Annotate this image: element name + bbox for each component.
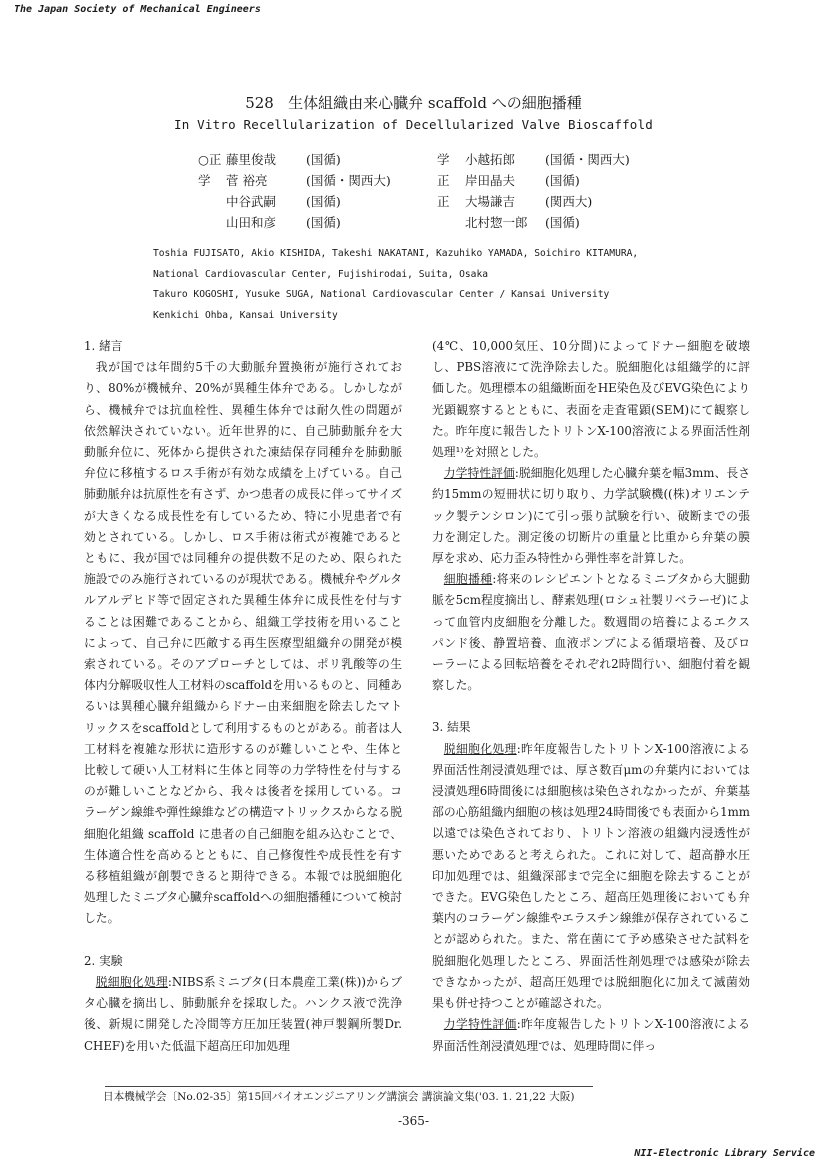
- member-mark: 学: [198, 173, 211, 188]
- affiliation-line: National Cardiovascular Center, Fujishirodai, Suita, Osaka: [153, 268, 489, 280]
- author-row: [198, 170, 391, 191]
- member-mark: 学: [437, 152, 450, 167]
- result-paragraph: [432, 739, 750, 1015]
- method-paragraph: [432, 569, 750, 696]
- footer-divider: [105, 1086, 593, 1087]
- result-paragraph: [432, 1014, 750, 1056]
- author-affil: (国循・関西大): [545, 152, 630, 167]
- member-mark: ○正: [198, 152, 222, 167]
- author-row: [437, 149, 630, 170]
- author-affil: (国循): [306, 152, 341, 167]
- affiliation-line: Takuro KOGOSHI, Yusuke SUGA, National Cardiovascular Center / Kansai University: [153, 289, 610, 300]
- paper-title-jp: [0, 92, 827, 113]
- member-mark: [198, 191, 226, 212]
- author-name: 小越拓郎: [465, 152, 516, 167]
- member-mark: [437, 212, 465, 233]
- subheading: 力学特性評価: [443, 466, 515, 481]
- author-row: [437, 170, 630, 191]
- page-number: -365-: [397, 1114, 429, 1128]
- author-name: 山田和彦: [226, 215, 277, 230]
- paper-title-en: In Vitro Recellularization of Decellularized Valve Bioscaffold: [174, 117, 653, 132]
- author-row: [437, 212, 630, 233]
- left-column: [84, 336, 402, 1057]
- subheading: 脱細胞化処理: [443, 741, 517, 756]
- author-name: 岸田晶夫: [465, 173, 516, 188]
- intro-paragraph: 我が国では年間約5千の大動脈弁置換術が施行されており、80%が機械弁、20%が異種生体弁である。しかしながら、機械弁では抗血栓性、異種生体弁では耐久性の問題が依然解決されていない。近年世界的に、自己肺動脈弁を大動脈弁位に、死体から提供された凍結保存同種弁を肺動脈弁位に移植するロス手術が有効な成績を上げている。自己肺動脈弁は抗原性を有さず、かつ患者の成長に伴ってサイズが大きくなる成長性を有しているため、特に小児患者で有効とされている。しかし、ロス手術は術式が複雑であるとともに、我が国では同種弁の提供数不足のため、限られた施設でのみ施行されているのが現状である。機械弁やグルタルアルデヒド等で固定された異種生体弁に成長性を付与することは困難であることから、組織工学技術を用いることによって、自己弁に匹敵する再生医療型組織弁の開発が模索されている。そのアプローチとしては、ポリ乳酸等の生体内分解吸収性人工材料のscaffoldを用いるものと、同種あるいは異種心臓弁組織からドナー由来細胞を除去したマトリックスをscaffoldとして利用するものとがある。前者は人工材料を複雑な形状に造形するのが難しいことや、生体と比較して硬い人工材料に生体と同等の力学特性を付与するのが難しいことなどから、我々は後者を採用している。コラーゲン線維や弾性線維などの構造マトリックスからなる脱細胞化組織 scaffold に患者の自己細胞を組み込むことで、生体適合性を高めるとともに、自己修復性や成長性を有する移植組織が創製できると期待できる。本報では脱細胞化処理したミニブタ心臓弁scaffoldへの細胞播種について検討した。: [84, 360, 402, 926]
- right-column: [432, 336, 750, 1057]
- title-jp-text: 生体組織由来心臓弁 scaffold への細胞播種: [288, 94, 582, 112]
- member-mark: 正: [437, 173, 450, 188]
- section-heading: 1. 緒言: [84, 339, 123, 353]
- section-heading: 3. 結果: [432, 720, 471, 735]
- affiliation-line: Kenkichi Ohba, Kansai University: [153, 309, 338, 321]
- author-affil: (国循): [306, 194, 341, 209]
- subheading: 力学特性評価: [443, 1017, 517, 1032]
- paragraph-text: :NIBS系ミニブタ(日本農産工業(株))からブタ心臓を摘出し、肺動脈弁を採取した。ハンクス液で洗浄後、新規に開発した冷間等方圧加圧装置(神戸製鋼所製Dr. CHEF)を用いた低温下超高圧印加処理: [84, 974, 402, 1053]
- section-heading: 2. 実験: [84, 953, 123, 968]
- authors-right: [437, 149, 630, 233]
- author-row: [198, 191, 391, 212]
- authors-left: [198, 149, 391, 233]
- method-paragraph: [84, 972, 402, 1057]
- paragraph-text: :脱細胞化処理した心臓弁葉を幅3mm、長さ約15mmの短冊状に切り取り、力学試験機((株)オリエンテック製テンシロン)にて引っ張り試験を行い、破断までの張力を測定した。測定後の切断片の重量と比重から弁葉の膜厚を求め、応力歪み特性から弾性率を計算した。: [432, 466, 750, 566]
- paragraph-text: :昨年度報告したトリトンX-100溶液による界面活性剤浸漬処理では、厚さ数百μmの弁葉内においては浸漬処理6時間後には細胞核は染色されなかったが、弁葉基部の心筋組織内細胞の核は処理24時間後でも表面から1mm以遠では染色されており、トリトン溶液の組織内浸透性が悪いためであると考えられた。これに対して、超高静水圧印加処理では、組織深部まで完全に細胞を除去することができた。EVG染色したところ、超高圧処理後においても弁葉内のコラーゲン線維やエラスチン線維が保存されていることが認められた。また、常在菌にて予め感染させた試料を脱細胞化処理したところ、界面活性剤処理では感染が除去できなかったが、超高圧処理では脱細胞化に加えて滅菌効果も併せ持つことが確認された。: [432, 741, 750, 1011]
- author-row: [437, 191, 630, 212]
- author-affil: (国循): [545, 173, 580, 188]
- author-row: [198, 149, 391, 170]
- library-service-label: NII-Electronic Library Service: [634, 1148, 815, 1159]
- affiliation-block: [153, 244, 638, 326]
- paragraph-text: :将来のレシピエントとなるミニブタから大腿動脈を5cm程度摘出し、酵素処理(ロシュ社製リベラーゼ)によって血管内皮細胞を分離した。数週間の培養によるエクスパンド後、静置培養、血液ポンプによる循環培養、及びローラーによる回転培養をそれぞれ2時間行い、細胞付着を観察した。: [432, 572, 750, 693]
- member-mark: [198, 212, 226, 233]
- paper-number: 528: [245, 94, 274, 112]
- method-paragraph: [432, 463, 750, 569]
- subheading: 脱細胞化処理: [95, 974, 168, 989]
- author-name: 中谷武嗣: [226, 194, 277, 209]
- author-name: 北村惣一郎: [465, 215, 528, 230]
- author-row: [198, 212, 391, 233]
- paragraph-text: :昨年度報告したトリトンX-100溶液による界面活性剤浸漬処理では、処理時間に伴っ: [432, 1017, 750, 1053]
- affiliation-line: Toshia FUJISATO, Akio KISHIDA, Takeshi NAKATANI, Kazuhiko YAMADA, Soichiro KITAMURA,: [153, 248, 639, 259]
- author-affil: (国循): [306, 215, 341, 230]
- society-header: The Japan Society of Mechanical Engineers: [14, 4, 261, 15]
- author-affil: (国循): [545, 215, 580, 230]
- author-affil: (国循・関西大): [306, 173, 391, 188]
- method-paragraph: (4℃、10,000気圧、10分間)によってドナー細胞を破壊し、PBS溶液にて洗浄除去した。脱細胞化は組織学的に評価した。処理標本の組織断面をHE染色及びEVG染色により光顕観察するとともに、表面を走査電顕(SEM)にて観察した。昨年度に報告したトリトンX-100溶液による界面活性剤処理¹⁾を対照とした。: [432, 339, 750, 460]
- author-affil: (関西大): [545, 194, 593, 209]
- author-name: 藤里俊哉: [226, 152, 277, 167]
- author-name: 大場謙吉: [465, 194, 516, 209]
- conference-footer: 日本機械学会〔No.02-35〕第15回バイオエンジニアリング講演会 講演論文集('03. 1. 21,22 大阪): [103, 1091, 575, 1103]
- member-mark: 正: [437, 194, 450, 209]
- author-name: 菅 裕亮: [226, 173, 268, 188]
- subheading: 細胞播種: [443, 572, 493, 587]
